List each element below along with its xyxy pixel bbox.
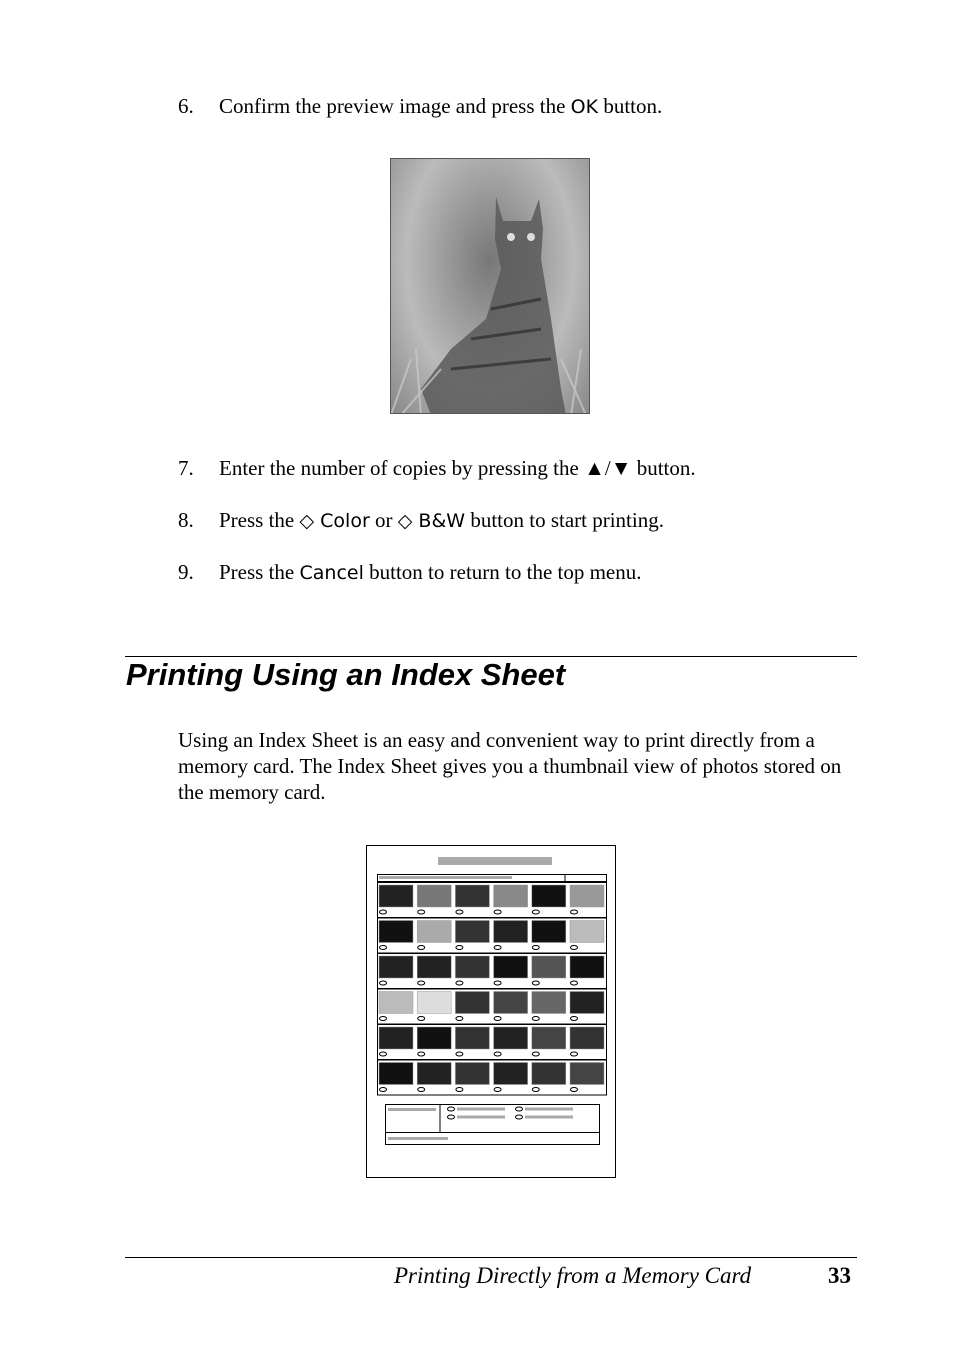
footer-chapter-title: Printing Directly from a Memory Card bbox=[394, 1263, 752, 1288]
thumbnail bbox=[532, 992, 566, 1014]
step-number: 9. bbox=[178, 560, 194, 584]
thumbnail bbox=[494, 921, 528, 943]
thumbnail bbox=[417, 921, 451, 943]
option-label-bar bbox=[457, 1116, 505, 1119]
option-oval bbox=[448, 1115, 455, 1119]
select-oval bbox=[532, 946, 539, 950]
select-oval bbox=[418, 910, 425, 914]
thumbnail bbox=[417, 956, 451, 978]
index-sheet-illustration bbox=[366, 845, 616, 1178]
thumbnail bbox=[417, 885, 451, 907]
thumbnail bbox=[379, 1063, 413, 1085]
step-6 bbox=[178, 93, 662, 120]
option-label-bar bbox=[457, 1108, 505, 1111]
select-oval bbox=[494, 946, 501, 950]
step-text: Enter the number of copies by pressing the ▲/▼ button. bbox=[219, 456, 696, 480]
select-oval bbox=[380, 1088, 387, 1092]
thumbnail bbox=[379, 921, 413, 943]
button-name: ◇ Color bbox=[299, 510, 370, 532]
thumbnail bbox=[455, 1063, 489, 1085]
thumbnail bbox=[379, 992, 413, 1014]
step-text: Press the bbox=[219, 560, 300, 584]
thumbnail bbox=[532, 885, 566, 907]
step-number: 6. bbox=[178, 94, 194, 118]
section-body: Using an Index Sheet is an easy and convenient way to print directly from a memory card. The Index Sheet gives you a thumbnail view of photos stored on the memory card. bbox=[178, 728, 842, 804]
select-oval bbox=[418, 981, 425, 985]
thumbnail bbox=[532, 956, 566, 978]
select-oval bbox=[532, 981, 539, 985]
select-oval bbox=[571, 910, 578, 914]
step-text: Confirm the preview image and press the bbox=[219, 94, 571, 118]
select-oval bbox=[571, 1017, 578, 1021]
thumbnail bbox=[532, 1063, 566, 1085]
select-oval bbox=[380, 1052, 387, 1056]
thumbnail bbox=[494, 1027, 528, 1049]
thumbnail bbox=[455, 1027, 489, 1049]
button-name: Cancel bbox=[299, 562, 364, 584]
option-oval bbox=[516, 1115, 523, 1119]
select-oval bbox=[532, 1017, 539, 1021]
select-oval bbox=[571, 946, 578, 950]
select-oval bbox=[418, 1088, 425, 1092]
thumbnail bbox=[455, 885, 489, 907]
select-oval bbox=[456, 981, 463, 985]
thumbnail bbox=[570, 992, 604, 1014]
thumbnail bbox=[494, 956, 528, 978]
select-oval bbox=[380, 946, 387, 950]
select-oval bbox=[571, 1052, 578, 1056]
select-oval bbox=[494, 1017, 501, 1021]
thumbnail bbox=[570, 885, 604, 907]
button-name: ◇ B&W bbox=[397, 510, 466, 532]
thumbnail bbox=[570, 1063, 604, 1085]
select-oval bbox=[571, 981, 578, 985]
thumbnail bbox=[455, 921, 489, 943]
select-oval bbox=[494, 981, 501, 985]
cat-preview-image bbox=[390, 158, 590, 414]
step-number: 7. bbox=[178, 456, 194, 480]
select-oval bbox=[532, 1088, 539, 1092]
sheet-header-bar bbox=[379, 876, 512, 879]
thumbnail bbox=[379, 956, 413, 978]
sheet-title-bar bbox=[438, 857, 552, 865]
thumbnail bbox=[570, 921, 604, 943]
options-label-bar bbox=[388, 1108, 436, 1111]
option-label-bar bbox=[525, 1116, 573, 1119]
thumbnail bbox=[379, 1027, 413, 1049]
thumbnail bbox=[494, 1063, 528, 1085]
thumbnail bbox=[455, 956, 489, 978]
option-oval bbox=[448, 1107, 455, 1111]
select-oval bbox=[532, 910, 539, 914]
select-oval bbox=[380, 910, 387, 914]
thumbnail bbox=[379, 885, 413, 907]
thumbnail bbox=[570, 956, 604, 978]
select-oval bbox=[456, 1088, 463, 1092]
step-text: or bbox=[369, 508, 398, 532]
thumbnail bbox=[494, 992, 528, 1014]
select-oval bbox=[456, 910, 463, 914]
select-oval bbox=[418, 1052, 425, 1056]
select-oval bbox=[494, 1052, 501, 1056]
thumbnail bbox=[417, 1027, 451, 1049]
thumbnail bbox=[532, 921, 566, 943]
select-oval bbox=[571, 1088, 578, 1092]
select-oval bbox=[532, 1052, 539, 1056]
thumbnail bbox=[532, 1027, 566, 1049]
step-text: button to start printing. bbox=[465, 508, 664, 532]
thumbnail bbox=[494, 885, 528, 907]
footer-rule bbox=[125, 1257, 857, 1258]
select-oval bbox=[418, 1017, 425, 1021]
step-8 bbox=[178, 507, 664, 534]
option-oval bbox=[516, 1107, 523, 1111]
step-text: Press the bbox=[219, 508, 300, 532]
select-oval bbox=[456, 1052, 463, 1056]
option-label-bar bbox=[525, 1108, 573, 1111]
select-oval bbox=[494, 910, 501, 914]
section-heading: Printing Using an Index Sheet bbox=[126, 657, 566, 692]
select-oval bbox=[494, 1088, 501, 1092]
select-oval bbox=[456, 1017, 463, 1021]
step-number: 8. bbox=[178, 508, 194, 532]
options-footer-bar bbox=[388, 1137, 448, 1140]
select-oval bbox=[456, 946, 463, 950]
step-text: button to return to the top menu. bbox=[363, 560, 642, 584]
step-text: button. bbox=[598, 94, 663, 118]
step-9 bbox=[178, 559, 642, 586]
select-oval bbox=[380, 1017, 387, 1021]
step-7 bbox=[178, 455, 696, 481]
page-number: 33 bbox=[828, 1263, 851, 1288]
thumbnail bbox=[417, 992, 451, 1014]
select-oval bbox=[418, 946, 425, 950]
thumbnail bbox=[455, 992, 489, 1014]
thumbnail bbox=[417, 1063, 451, 1085]
button-name: OK bbox=[570, 96, 599, 118]
select-oval bbox=[380, 981, 387, 985]
thumbnail bbox=[570, 1027, 604, 1049]
